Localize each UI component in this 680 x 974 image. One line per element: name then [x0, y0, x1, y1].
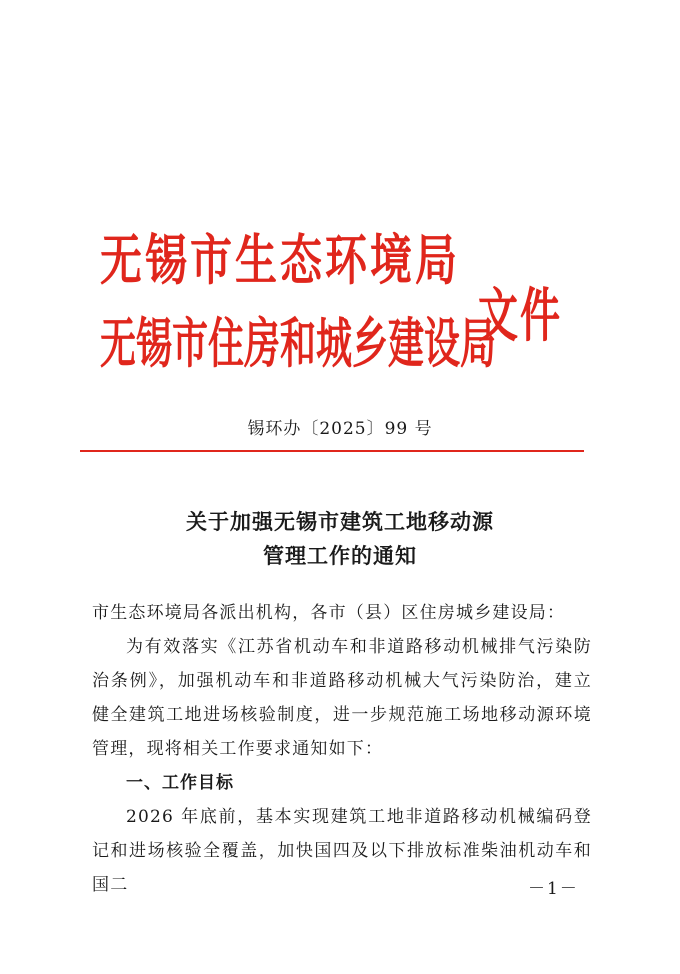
body-paragraph-goals: 2026 年底前，基本实现建筑工地非道路移动机械编码登记和进场核验全覆盖，加快国四及以下排放标准柴油机动车和国二 — [92, 807, 592, 895]
agency-name-housing: 无锡市住房和城乡建设局 — [100, 314, 497, 376]
body-paragraph-intro: 为有效落实《江苏省机动车和非道路移动机械排气污染防治条例》，加强机动车和非道路移动机械大气污染防治，建立健全建筑工地进场核验制度，进一步规范施工场地移动源环境管理，现将相关工作要求通知如下： — [92, 637, 592, 759]
document-title-line-1: 关于加强无锡市建筑工地移动源 — [186, 509, 494, 534]
red-divider-line — [80, 450, 584, 452]
document-title-line-2: 管理工作的通知 — [263, 543, 417, 568]
document-type-label: 文件 — [478, 283, 562, 350]
agency-name-ecology: 无锡市生态环境局 — [100, 228, 461, 293]
page-number: －1－ — [528, 879, 579, 899]
section-heading-goals: 一、工作目标 — [126, 773, 234, 793]
addressee: 市生态环境局各派出机构，各市（县）区住房城乡建设局： — [92, 603, 566, 623]
document-number: 锡环办〔2025〕99 号 — [247, 419, 433, 439]
